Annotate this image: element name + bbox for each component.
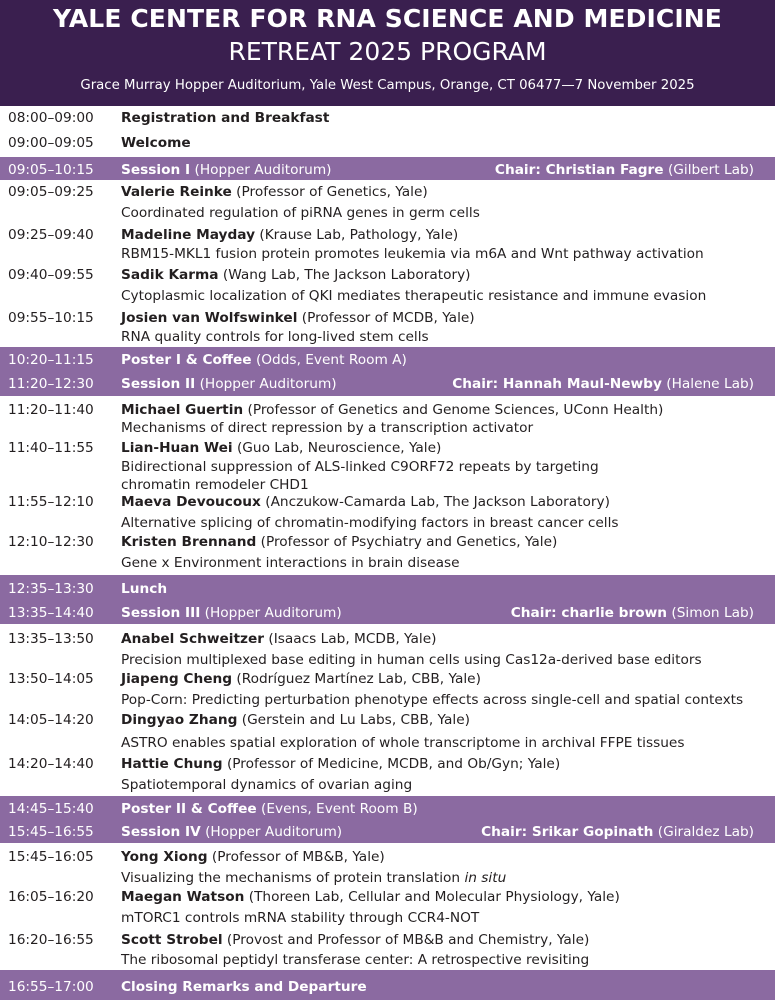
row-content	[121, 690, 743, 710]
row-content	[121, 160, 332, 180]
time-slot: 15:45–16:55	[8, 824, 94, 840]
program-row	[0, 887, 775, 907]
talk-title: mTORC1 controls mRNA stability through CCR4-NOT	[121, 910, 480, 926]
event-title: Session III	[121, 605, 201, 621]
event-location: (Hopper Auditorum)	[190, 162, 332, 178]
time-slot: 11:20–12:30	[8, 376, 94, 392]
talk-title-row	[0, 286, 775, 306]
event-location: (Odds, Event Room A)	[251, 352, 407, 368]
time-slot: 08:00–09:00	[8, 110, 94, 126]
chair-lab: (Giraldez Lab)	[653, 824, 754, 840]
session-row	[0, 579, 775, 599]
venue-date-line: Grace Murray Hopper Auditorium, Yale West Campus, Orange, CT 06477—7 November 2025	[80, 78, 695, 93]
session-row	[0, 603, 775, 623]
speaker-affiliation: (Professor of MB&B, Yale)	[207, 849, 385, 865]
chair-lab: (Halene Lab)	[661, 376, 754, 392]
talk-title-row	[0, 908, 775, 928]
speaker-affiliation: (Guo Lab, Neuroscience, Yale)	[232, 440, 442, 456]
time-slot: 16:55–17:00	[8, 979, 94, 995]
program-row	[0, 438, 775, 458]
talk-title: Coordinated regulation of piRNA genes in germ cells	[121, 205, 480, 221]
talk-title: Pop-Corn: Predicting perturbation phenotype effects across single-cell and spatial contexts	[121, 692, 744, 708]
row-content	[121, 265, 471, 285]
row-content	[121, 847, 385, 867]
speaker-affiliation: (Professor of Psychiatry and Genetics, Yale)	[256, 534, 558, 550]
session-chair	[452, 374, 754, 394]
event-title: Session I	[121, 162, 191, 178]
row-content	[121, 108, 329, 128]
row-content	[121, 629, 436, 649]
event-title: Registration and Breakfast	[121, 110, 330, 126]
program-row	[0, 108, 775, 128]
talk-title: Precision multiplexed base editing in human cells using Cas12a-derived base editors	[121, 652, 702, 668]
speaker-name: Anabel Schweitzer	[121, 631, 264, 647]
program-row	[0, 532, 775, 552]
speaker-affiliation: (Professor of Medicine, MCDB, and Ob/Gyn; Yale)	[222, 756, 561, 772]
talk-title: Alternative splicing of chromatin-modifying factors in breast cancer cells	[121, 515, 619, 531]
row-content	[121, 327, 429, 347]
row-content	[121, 669, 481, 689]
row-content	[121, 225, 458, 245]
chair-name: Chair: charlie brown	[510, 605, 668, 621]
talk-title-row	[0, 553, 775, 573]
program-row	[0, 629, 775, 649]
speaker-name: Dingyao Zhang	[121, 712, 238, 728]
time-slot: 16:05–16:20	[8, 889, 94, 905]
time-slot: 14:20–14:40	[8, 756, 94, 772]
row-content	[121, 492, 610, 512]
talk-title: ASTRO enables spatial exploration of whole transcriptome in archival FFPE tissues	[121, 735, 685, 751]
event-title: Poster II & Coffee	[121, 801, 257, 817]
time-slot: 11:40–11:55	[8, 440, 94, 456]
speaker-name: Maeva Devoucoux	[121, 494, 261, 510]
session-row	[0, 350, 775, 370]
talk-title: RNA quality controls for long-lived stem cells	[121, 329, 429, 345]
row-content	[121, 350, 407, 370]
row-content	[121, 710, 470, 730]
speaker-name: Michael Guertin	[121, 402, 244, 418]
speaker-affiliation: (Rodríguez Martínez Lab, CBB, Yale)	[232, 671, 481, 687]
speaker-affiliation: (Provost and Professor of MB&B and Chemistry, Yale)	[222, 932, 590, 948]
talk-title-row	[0, 513, 775, 533]
session-row	[0, 799, 775, 819]
event-title: Session II	[121, 376, 196, 392]
speaker-name: Sadik Karma	[121, 267, 219, 283]
row-content	[121, 579, 167, 599]
event-location: (Evens, Event Room B)	[256, 801, 418, 817]
session-row	[0, 822, 775, 842]
speaker-name: Madeline Mayday	[121, 227, 256, 243]
time-slot: 11:20–11:40	[8, 402, 94, 418]
talk-title-italic: in situ	[464, 870, 507, 886]
session-chair	[511, 603, 754, 623]
row-content	[121, 308, 475, 328]
row-content	[121, 244, 704, 264]
row-content	[121, 822, 342, 842]
time-slot: 09:05–10:15	[8, 162, 94, 178]
speaker-name: Jiapeng Cheng	[121, 671, 233, 687]
speaker-name: Scott Strobel	[121, 932, 223, 948]
program-row	[0, 225, 775, 245]
talk-title: RBM15-MKL1 fusion protein promotes leukemia via m6A and Wnt pathway activation	[121, 246, 704, 262]
event-location: (Hopper Auditorum)	[195, 376, 337, 392]
speaker-affiliation: (Anczukow-Camarda Lab, The Jackson Laboratory)	[260, 494, 610, 510]
session-row	[0, 160, 775, 180]
talk-title: Mechanisms of direct repression by a transcription activator	[121, 420, 534, 436]
talk-title: Visualizing the mechanisms of protein translation	[121, 870, 465, 886]
program-row	[0, 492, 775, 512]
time-slot: 14:05–14:20	[8, 712, 94, 728]
speaker-name: Kristen Brennand	[121, 534, 257, 550]
row-content	[121, 799, 418, 819]
session-chair	[481, 822, 754, 842]
program-row	[0, 265, 775, 285]
program-row	[0, 133, 775, 153]
speaker-affiliation: (Wang Lab, The Jackson Laboratory)	[218, 267, 471, 283]
row-content	[121, 133, 191, 153]
talk-title-row	[0, 650, 775, 670]
talk-title-row	[0, 868, 775, 888]
row-content	[121, 286, 706, 306]
time-slot: 09:55–10:15	[8, 310, 94, 326]
row-content	[121, 457, 599, 477]
program-header	[0, 0, 775, 106]
speaker-affiliation: (Thoreen Lab, Cellular and Molecular Physiology, Yale)	[244, 889, 620, 905]
program-row	[0, 182, 775, 202]
row-content	[121, 400, 663, 420]
time-slot: 11:55–12:10	[8, 494, 94, 510]
row-content	[121, 438, 441, 458]
talk-title-row	[0, 244, 775, 264]
row-content	[121, 418, 533, 438]
speaker-name: Yong Xiong	[121, 849, 208, 865]
row-content	[121, 775, 412, 795]
chair-name: Chair: Christian Fagre	[494, 162, 664, 178]
row-content	[121, 950, 589, 970]
talk-title: chromatin remodeler CHD1	[121, 477, 309, 493]
event-location: (Hopper Auditorum)	[200, 605, 342, 621]
time-slot: 12:35–13:30	[8, 581, 94, 597]
time-slot: 14:45–15:40	[8, 801, 94, 817]
row-content	[121, 603, 342, 623]
time-slot: 13:35–14:40	[8, 605, 94, 621]
talk-title: Bidirectional suppression of ALS-linked C9ORF72 repeats by targeting	[121, 459, 599, 475]
speaker-affiliation: (Gerstein and Lu Labs, CBB, Yale)	[237, 712, 470, 728]
time-slot: 13:50–14:05	[8, 671, 94, 687]
event-title: Poster I & Coffee	[121, 352, 252, 368]
program-row	[0, 669, 775, 689]
row-content	[121, 650, 702, 670]
row-content	[121, 203, 480, 223]
speaker-name: Maegan Watson	[121, 889, 245, 905]
time-slot: 16:20–16:55	[8, 932, 94, 948]
talk-title-row	[0, 733, 775, 753]
row-content	[121, 553, 460, 573]
chair-name: Chair: Hannah Maul-Newby	[452, 376, 662, 392]
event-location: (Hopper Auditorum)	[200, 824, 343, 840]
program-subtitle: RETREAT 2025 PROGRAM	[228, 37, 547, 66]
talk-title: Spatiotemporal dynamics of ovarian aging	[121, 777, 413, 793]
session-row	[0, 374, 775, 394]
time-slot: 09:05–09:25	[8, 184, 94, 200]
event-title: Session IV	[121, 824, 201, 840]
talk-title: Cytoplasmic localization of QKI mediates therapeutic resistance and immune evasion	[121, 288, 707, 304]
talk-title-row	[0, 775, 775, 795]
time-slot: 15:45–16:05	[8, 849, 94, 865]
row-content	[121, 532, 557, 552]
chair-lab: (Simon Lab)	[667, 605, 754, 621]
talk-title-row	[0, 690, 775, 710]
program-row	[0, 847, 775, 867]
row-content	[121, 908, 479, 928]
talk-title: The ribosomal peptidyl transferase center: A retrospective revisiting	[121, 952, 590, 968]
row-content	[121, 930, 589, 950]
row-content	[121, 754, 560, 774]
speaker-name: Valerie Reinke	[121, 184, 232, 200]
time-slot: 09:25–09:40	[8, 227, 94, 243]
time-slot: 13:35–13:50	[8, 631, 94, 647]
talk-title-row	[0, 950, 775, 970]
time-slot: 09:40–09:55	[8, 267, 94, 283]
speaker-affiliation: (Professor of Genetics and Genome Sciences, UConn Health)	[243, 402, 664, 418]
program-row	[0, 308, 775, 328]
speaker-affiliation: (Professor of Genetics, Yale)	[231, 184, 428, 200]
time-slot: 09:00–09:05	[8, 135, 94, 151]
speaker-name: Hattie Chung	[121, 756, 223, 772]
row-content	[121, 887, 620, 907]
event-title: Closing Remarks and Departure	[121, 979, 367, 995]
event-title: Welcome	[121, 135, 191, 151]
time-slot: 12:10–12:30	[8, 534, 94, 550]
program-row	[0, 710, 775, 730]
program-row	[0, 754, 775, 774]
event-title: Lunch	[121, 581, 168, 597]
row-content	[121, 977, 367, 997]
time-slot: 10:20–11:15	[8, 352, 94, 368]
talk-title: Gene x Environment interactions in brain disease	[121, 555, 460, 571]
talk-title-row	[0, 327, 775, 347]
speaker-affiliation: (Isaacs Lab, MCDB, Yale)	[264, 631, 437, 647]
session-row	[0, 977, 775, 997]
speaker-name: Josien van Wolfswinkel	[121, 310, 298, 326]
talk-title-row	[0, 457, 775, 477]
chair-lab: (Gilbert Lab)	[663, 162, 754, 178]
center-title: YALE CENTER FOR RNA SCIENCE AND MEDICINE	[53, 4, 722, 33]
chair-name: Chair: Srikar Gopinath	[481, 824, 654, 840]
row-content	[121, 868, 506, 888]
row-content	[121, 182, 428, 202]
talk-title-row	[0, 203, 775, 223]
speaker-affiliation: (Krause Lab, Pathology, Yale)	[255, 227, 459, 243]
row-content	[121, 733, 684, 753]
program-row	[0, 930, 775, 950]
speaker-affiliation: (Professor of MCDB, Yale)	[297, 310, 475, 326]
speaker-name: Lian-Huan Wei	[121, 440, 233, 456]
row-content	[121, 513, 619, 533]
row-content	[121, 374, 337, 394]
session-chair	[495, 160, 754, 180]
talk-title-row	[0, 418, 775, 438]
program-row	[0, 400, 775, 420]
